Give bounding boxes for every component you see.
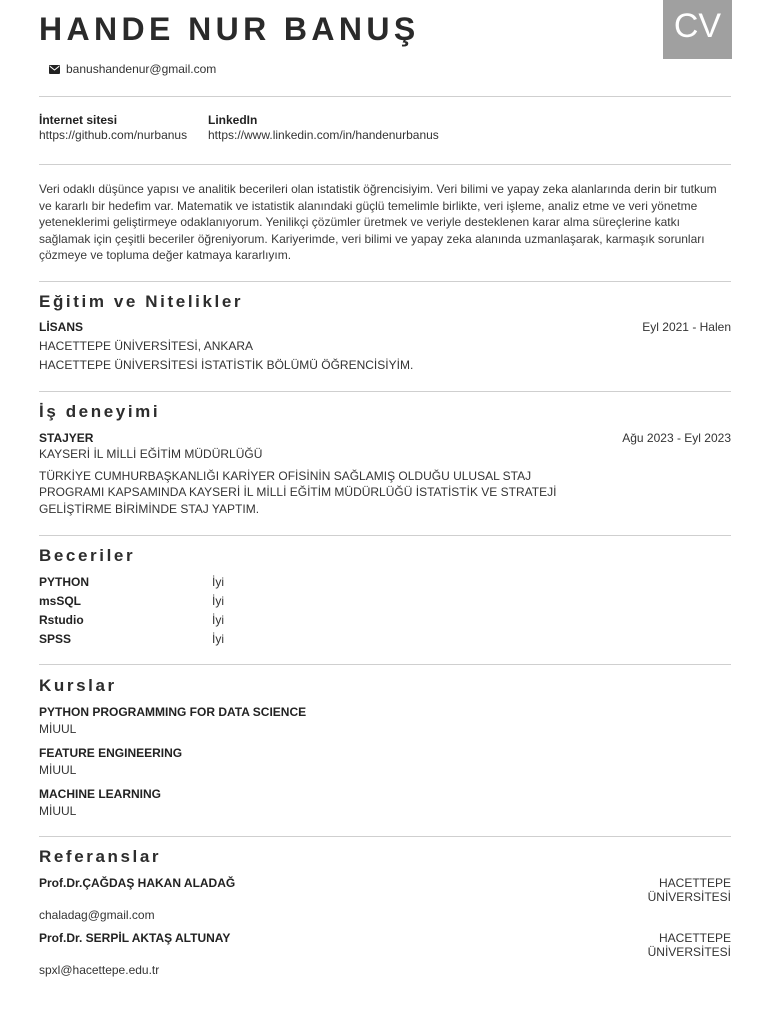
education-title: Eğitim ve Nitelikler [39,292,244,311]
skill-name: Rstudio [39,613,84,627]
skill-name: msSQL [39,594,82,608]
linkedin-label: LinkedIn [208,113,258,127]
cv-badge [663,0,732,59]
education-degree: LİSANS [39,320,84,334]
course-name: MACHINE LEARNING [39,787,161,801]
course-org: MİUUL [39,804,77,818]
skill-name: SPSS [39,632,72,646]
skill-level: İyi [212,594,224,608]
skill-level: İyi [212,575,224,589]
cv-badge-text: CV [673,6,722,45]
website-label: İnternet sitesi [39,113,118,127]
divider [39,391,731,392]
experience-description: TÜRKİYE CUMHURBAŞKANLIĞI KARİYER OFİSİNİN SAĞLAMIŞ OLDUĞU ULUSAL STAJ PROGRAMI KAPSAMINDA KAYSERİ İL MİLLİ EĞİTİM MÜDÜRLÜĞÜ İSTATİSTİK VE STRATEJİ GELİŞTİRME BİRİMİNDE STAJ YAPTIM. [39,469,557,516]
envelope-icon [49,65,60,74]
skill-level: İyi [212,613,224,627]
education-description: HACETTEPE ÜNİVERSİTESİ İSTATİSTİK BÖLÜMÜ ÖĞRENCİSİYİM. [39,358,414,372]
reference-name: Prof.Dr.ÇAĞDAŞ HAKAN ALADAĞ [39,876,236,890]
reference-org-line: ÜNİVERSİTESİ [647,945,731,959]
divider [39,164,731,165]
reference-email[interactable]: chaladag@gmail.com [39,908,155,922]
course-name: FEATURE ENGINEERING [39,746,183,760]
skills-title: Beceriler [39,546,136,565]
experience-role: STAJYER [39,431,94,445]
references-title: Referanslar [39,847,162,866]
education-school: HACETTEPE ÜNİVERSİTESİ, ANKARA [39,339,254,353]
contact-email[interactable] [49,62,216,76]
experience-title: İş deneyimi [39,402,161,421]
reference-org-line: ÜNİVERSİTESİ [647,890,731,904]
divider [39,535,731,536]
courses-title: Kurslar [39,676,117,695]
course-org: MİUUL [39,763,77,777]
education-date: Eyl 2021 - Halen [642,320,731,334]
divider [39,664,731,665]
reference-org-line: HACETTEPE [658,931,731,945]
experience-date: Ağu 2023 - Eyl 2023 [622,431,731,445]
website-block [39,113,187,143]
skill-name: PYTHON [39,575,90,589]
reference-org-line: HACETTEPE [658,876,731,890]
reference-org [648,931,731,959]
profile-summary: Veri odaklı düşünce yapısı ve analitik becerileri olan istatistik öğrencisiyim. Veri bilimi ve yapay zeka alanlarında derin bir tutkum ve kararlı bir hedefim var. Matematik ve istatistik alanındaki güçlü temelimle birlikte, veri işleme, analiz etme ve veri yönetme yeteneklerimi geliştirmeye odaklanıyorum. Yenilikçi çözümler üretmek ve veriyle desteklenen karar alma süreçlerine katkı sağlamak için çeşitli beceriler öğreniyorum. Kariyerimde, veri bilimi ve yapay zeka alanında uzmanlaşarak, karmaşık sorunları çözmeye ve topluma değer katmaya kararlıyım. [39,182,717,263]
reference-email[interactable]: spxl@hacettepe.edu.tr [39,963,160,977]
skill-level: İyi [212,632,224,646]
course-org: MİUUL [39,722,77,736]
course-name: PYTHON PROGRAMMING FOR DATA SCIENCE [39,705,307,719]
website-link[interactable]: https://github.com/nurbanus [39,128,188,142]
divider [39,96,731,97]
linkedin-link[interactable]: https://www.linkedin.com/in/handenurbanus [208,128,439,142]
linkedin-block [208,113,439,143]
reference-name: Prof.Dr. SERPİL AKTAŞ ALTUNAY [39,931,231,945]
divider [39,281,731,282]
experience-org: KAYSERİ İL MİLLİ EĞİTİM MÜDÜRLÜĞÜ [39,447,263,461]
email-text[interactable]: banushandenur@gmail.com [66,62,217,76]
candidate-name: HANDE NUR BANUŞ [39,11,420,47]
divider [39,836,731,837]
reference-org [648,876,731,904]
